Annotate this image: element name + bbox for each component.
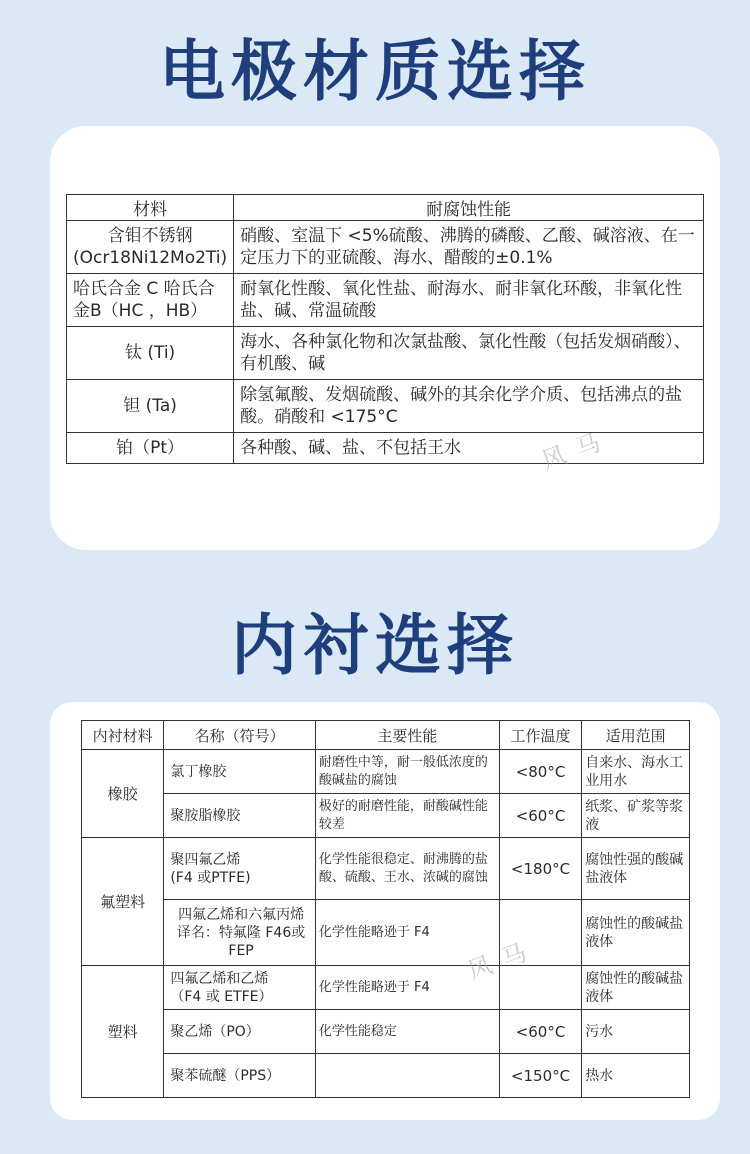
use-cell: 纸浆、矿浆等浆液 <box>582 794 690 838</box>
table-row <box>82 794 690 838</box>
name-cell: 四氟乙烯和乙烯 （F4 或 ETFE） <box>164 966 315 1010</box>
table-row <box>82 1054 690 1098</box>
name-cell: 聚胺脂橡胶 <box>164 794 315 838</box>
section-title-electrode: 电极材质选择 <box>159 33 591 110</box>
use-cell: 腐蚀性的酸碱盐液体 <box>582 900 690 966</box>
table-row <box>82 900 690 966</box>
property-cell: 化学性能略逊于 F4 <box>315 966 499 1010</box>
property-cell: 化学性能稳定 <box>315 1010 499 1054</box>
property-cell: 耐磨性中等，耐一般低浓度的酸碱盐的腐蚀 <box>315 750 499 794</box>
performance-cell: 各种酸、碱、盐、不包括王水 <box>234 433 704 464</box>
header-name: 名称（符号） <box>164 721 315 750</box>
table-row <box>67 221 704 274</box>
table-row <box>82 1010 690 1054</box>
name-cell: 聚四氟乙烯 (F4 或PTFE) <box>164 838 315 900</box>
category-cell: 橡胶 <box>82 750 164 838</box>
use-cell: 腐蚀性强的酸碱盐液体 <box>582 838 690 900</box>
lining-table <box>81 720 690 1098</box>
property-cell <box>315 1054 499 1098</box>
property-cell: 化学性能略逊于 F4 <box>315 900 499 966</box>
table-row <box>82 838 690 900</box>
category-cell: 氟塑料 <box>82 838 164 966</box>
material-cell: 哈氏合金 C 哈氏合金B（HC ，HB） <box>67 274 234 327</box>
watermark: 风马 <box>464 934 542 986</box>
material-cell: 铂（Pt） <box>67 433 234 464</box>
property-cell: 化学性能很稳定、耐沸腾的盐酸、硫酸、王水、浓碱的腐蚀 <box>315 838 499 900</box>
header-use: 适用范围 <box>582 721 690 750</box>
electrode-card <box>50 126 720 550</box>
performance-cell: 耐氧化性酸、氧化性盐、耐海水、耐非氧化环酸，非氧化性盐、碱、常温硫酸 <box>234 274 704 327</box>
property-cell: 极好的耐磨性能，耐酸碱性能较差 <box>315 794 499 838</box>
use-cell: 污水 <box>582 1010 690 1054</box>
header-performance: 耐腐蚀性能 <box>234 195 704 221</box>
performance-cell: 硝酸、室温下 <5%硫酸、沸腾的磷酸、乙酸、碱溶液、在一定压力下的亚硫酸、海水、醋酸的±0.1% <box>234 221 704 274</box>
name-cell: 四氟乙烯和六氟丙烯 译名：特氟隆 F46或FEP <box>164 900 315 966</box>
header-material: 材料 <box>67 195 234 221</box>
material-cell <box>67 221 234 274</box>
temp-cell: <60°C <box>499 794 581 838</box>
temp-cell: <80°C <box>499 750 581 794</box>
electrode-table <box>66 194 704 464</box>
watermark: 风马 <box>538 424 616 476</box>
table-row <box>82 966 690 1010</box>
temp-cell: <180°C <box>499 838 581 900</box>
name-cell: 聚乙烯（PO） <box>164 1010 315 1054</box>
table-row <box>67 327 704 380</box>
header-property: 主要性能 <box>315 721 499 750</box>
material-cell: 钛 (Ti) <box>67 327 234 380</box>
material-label: 含钼不锈钢 (Ocr18Ni12Mo2Ti) <box>73 226 228 268</box>
category-cell: 塑料 <box>82 966 164 1098</box>
temp-cell: <150°C <box>499 1054 581 1098</box>
table-header-row <box>67 195 704 221</box>
use-cell: 自来水、海水工业用水 <box>582 750 690 794</box>
section-title-lining: 内衬选择 <box>231 607 519 684</box>
temp-cell: <60°C <box>499 1010 581 1054</box>
lining-card <box>50 702 720 1120</box>
header-temperature: 工作温度 <box>499 721 581 750</box>
performance-cell: 除氢氟酸、发烟硫酸、碱外的其余化学介质、包括沸点的盐酸。硝酸和 <175°C <box>234 380 704 433</box>
use-cell: 腐蚀性的酸碱盐液体 <box>582 966 690 1010</box>
table-row <box>67 274 704 327</box>
header-lining-material: 内衬材料 <box>82 721 164 750</box>
performance-cell: 海水、各种氯化物和次氯盐酸、氯化性酸（包括发烟硝酸）、有机酸、碱 <box>234 327 704 380</box>
name-cell: 聚苯硫醚（PPS） <box>164 1054 315 1098</box>
material-cell: 钽 (Ta) <box>67 380 234 433</box>
table-row <box>67 380 704 433</box>
use-cell: 热水 <box>582 1054 690 1098</box>
table-header-row <box>82 721 690 750</box>
name-cell: 氯丁橡胶 <box>164 750 315 794</box>
table-row <box>82 750 690 794</box>
